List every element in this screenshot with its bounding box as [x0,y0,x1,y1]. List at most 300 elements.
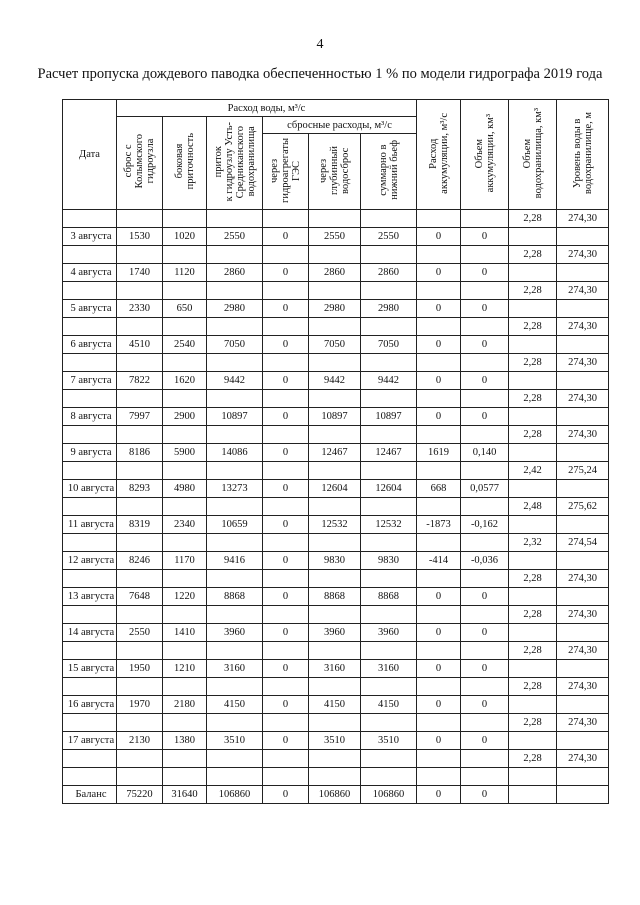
empty-cell [417,606,461,624]
hydro-cell: 0 [263,228,309,246]
empty-cell [461,768,509,786]
header-water-level: Уровень воды в водохранилище, м [557,100,609,210]
empty-cell [207,498,263,516]
empty-cell [207,642,263,660]
kolyma-cell: 7648 [117,588,163,606]
empty-cell [263,768,309,786]
deep-cell: 9442 [309,372,361,390]
header-kolyma-discharge: сброс с Колымского гидроузла [117,117,163,210]
inflow-cell: 14086 [207,444,263,462]
acc-flow-cell: 0 [417,228,461,246]
hydro-cell: 0 [263,264,309,282]
reservoir-volume-cell: 2,28 [509,642,557,660]
empty-cell [417,498,461,516]
lateral-cell: 1120 [163,264,207,282]
empty-cell [309,678,361,696]
empty-cell [557,444,609,462]
empty-cell [63,606,117,624]
water-level-cell: 274,30 [557,390,609,408]
reservoir-volume-cell: 2,42 [509,462,557,480]
empty-cell [361,210,417,228]
acc-flow-cell: 0 [417,624,461,642]
reservoir-volume-cell: 2,32 [509,534,557,552]
acc-vol-cell: 0 [461,300,509,318]
hydro-cell: 0 [263,444,309,462]
empty-cell [417,714,461,732]
empty-cell [163,462,207,480]
date-cell: 11 августа [63,516,117,534]
empty-cell [509,480,557,498]
total-cell: 3510 [361,732,417,750]
empty-cell [207,282,263,300]
reservoir-volume-cell: 2,28 [509,714,557,732]
water-level-cell: 275,62 [557,498,609,516]
water-level-cell: 274,30 [557,246,609,264]
total-cell: 8868 [361,588,417,606]
acc-flow-cell: 1619 [417,444,461,462]
empty-cell [461,678,509,696]
empty-cell [417,318,461,336]
date-cell: Баланс [63,786,117,804]
empty-cell [361,462,417,480]
empty-cell [263,462,309,480]
empty-cell [509,768,557,786]
empty-cell [557,516,609,534]
acc-flow-cell: 668 [417,480,461,498]
empty-cell [461,390,509,408]
inflow-cell: 2980 [207,300,263,318]
empty-cell [163,534,207,552]
empty-cell [207,768,263,786]
empty-cell [509,444,557,462]
empty-cell [263,318,309,336]
empty-cell [361,246,417,264]
state-row [63,354,609,372]
empty-cell [163,768,207,786]
water-level-cell: 274,30 [557,750,609,768]
acc-flow-cell: 0 [417,588,461,606]
table-row [63,552,609,570]
empty-cell [461,714,509,732]
empty-cell [461,498,509,516]
empty-cell [117,426,163,444]
water-level-cell: 274,30 [557,570,609,588]
reservoir-volume-cell: 2,28 [509,606,557,624]
reservoir-volume-cell: 2,28 [509,354,557,372]
state-row [63,498,609,516]
empty-cell [361,714,417,732]
lateral-cell: 5900 [163,444,207,462]
empty-cell [117,768,163,786]
empty-cell [207,210,263,228]
empty-cell [461,462,509,480]
empty-cell [557,732,609,750]
lateral-cell: 2340 [163,516,207,534]
empty-cell [417,246,461,264]
empty-cell [207,426,263,444]
empty-cell [207,534,263,552]
hydro-cell: 0 [263,696,309,714]
empty-cell [117,246,163,264]
deep-cell: 12467 [309,444,361,462]
empty-cell [417,768,461,786]
deep-cell: 2980 [309,300,361,318]
empty-cell [263,498,309,516]
empty-cell [63,570,117,588]
empty-cell [557,786,609,804]
hydro-cell: 0 [263,732,309,750]
acc-vol-cell: 0 [461,228,509,246]
empty-cell [361,678,417,696]
empty-cell [509,372,557,390]
deep-cell: 8868 [309,588,361,606]
empty-cell [509,732,557,750]
reservoir-volume-cell: 2,28 [509,570,557,588]
date-cell: 7 августа [63,372,117,390]
empty-cell [117,210,163,228]
reservoir-volume-cell: 2,28 [509,390,557,408]
date-cell: 13 августа [63,588,117,606]
empty-cell [63,426,117,444]
empty-cell [309,246,361,264]
empty-cell [461,210,509,228]
water-level-cell: 274,30 [557,606,609,624]
acc-flow-cell: -1873 [417,516,461,534]
empty-cell [163,678,207,696]
state-row [63,570,609,588]
state-row [63,606,609,624]
empty-cell [417,354,461,372]
acc-vol-cell: 0 [461,660,509,678]
total-cell: 7050 [361,336,417,354]
header-date: Дата [63,100,117,210]
inflow-cell: 8868 [207,588,263,606]
empty-cell [63,750,117,768]
date-cell: 4 августа [63,264,117,282]
empty-cell [63,318,117,336]
empty-cell [557,372,609,390]
lateral-cell: 1410 [163,624,207,642]
empty-cell [461,570,509,588]
empty-cell [509,264,557,282]
empty-cell [163,390,207,408]
empty-cell [509,516,557,534]
kolyma-cell: 4510 [117,336,163,354]
acc-flow-cell: 0 [417,732,461,750]
empty-cell [63,498,117,516]
hydro-cell: 0 [263,336,309,354]
kolyma-cell: 1530 [117,228,163,246]
empty-cell [417,678,461,696]
deep-cell: 3510 [309,732,361,750]
empty-cell [509,660,557,678]
total-cell: 12467 [361,444,417,462]
empty-cell [263,678,309,696]
empty-cell [117,498,163,516]
lateral-cell: 4980 [163,480,207,498]
empty-cell [461,318,509,336]
empty-cell [207,246,263,264]
reservoir-volume-cell: 2,28 [509,246,557,264]
empty-cell [461,642,509,660]
empty-cell [263,534,309,552]
water-level-cell: 274,30 [557,642,609,660]
inflow-cell: 2860 [207,264,263,282]
acc-vol-cell: 0 [461,696,509,714]
kolyma-cell: 8293 [117,480,163,498]
lateral-cell: 31640 [163,786,207,804]
date-cell: 5 августа [63,300,117,318]
empty-cell [117,570,163,588]
empty-cell [361,282,417,300]
water-level-cell: 274,30 [557,318,609,336]
empty-cell [509,408,557,426]
empty-cell [309,354,361,372]
acc-vol-cell: -0,162 [461,516,509,534]
date-cell: 16 августа [63,696,117,714]
empty-cell [163,426,207,444]
total-cell: 9442 [361,372,417,390]
header-accum-volume: Объем аккумуляции, км³ [461,100,509,210]
empty-row [63,768,609,786]
empty-cell [163,750,207,768]
empty-cell [63,246,117,264]
acc-vol-cell: 0 [461,408,509,426]
acc-vol-cell: 0,140 [461,444,509,462]
empty-cell [117,750,163,768]
state-row [63,390,609,408]
empty-cell [263,570,309,588]
acc-vol-cell: 0 [461,588,509,606]
empty-cell [263,282,309,300]
kolyma-cell: 1950 [117,660,163,678]
empty-cell [309,768,361,786]
lateral-cell: 1170 [163,552,207,570]
total-cell: 3960 [361,624,417,642]
empty-cell [557,660,609,678]
empty-cell [557,624,609,642]
empty-cell [557,696,609,714]
empty-cell [417,390,461,408]
reservoir-volume-cell: 2,48 [509,498,557,516]
empty-cell [361,750,417,768]
total-cell: 2980 [361,300,417,318]
empty-cell [117,642,163,660]
lateral-cell: 1380 [163,732,207,750]
empty-cell [207,390,263,408]
empty-cell [263,606,309,624]
empty-cell [509,588,557,606]
empty-cell [461,750,509,768]
total-cell: 10897 [361,408,417,426]
inflow-cell: 10659 [207,516,263,534]
empty-cell [417,282,461,300]
table-row [63,732,609,750]
acc-vol-cell: 0 [461,732,509,750]
kolyma-cell: 2330 [117,300,163,318]
empty-cell [461,282,509,300]
reservoir-volume-cell: 2,28 [509,678,557,696]
empty-cell [309,210,361,228]
inflow-cell: 2550 [207,228,263,246]
empty-cell [417,462,461,480]
document-title: Расчет пропуска дождевого паводка обеспеченностью 1 % по модели гидрографа 2019 года [37,66,603,82]
page-number: 4 [316,37,324,52]
empty-cell [309,642,361,660]
empty-cell [509,552,557,570]
empty-cell [163,606,207,624]
lateral-cell: 2900 [163,408,207,426]
kolyma-cell: 75220 [117,786,163,804]
acc-flow-cell: 0 [417,264,461,282]
empty-cell [207,678,263,696]
water-level-cell: 274,30 [557,426,609,444]
empty-cell [557,336,609,354]
empty-cell [361,642,417,660]
deep-cell: 12604 [309,480,361,498]
acc-flow-cell: 0 [417,696,461,714]
acc-flow-cell: 0 [417,786,461,804]
empty-cell [309,606,361,624]
total-cell: 9830 [361,552,417,570]
total-cell: 2860 [361,264,417,282]
hydro-cell: 0 [263,660,309,678]
hydro-cell: 0 [263,588,309,606]
state-row [63,426,609,444]
empty-cell [263,642,309,660]
acc-vol-cell: 0 [461,336,509,354]
empty-cell [63,282,117,300]
state-row [63,282,609,300]
empty-cell [509,300,557,318]
empty-cell [117,678,163,696]
date-cell: 17 августа [63,732,117,750]
acc-flow-cell: 0 [417,336,461,354]
header-inflow: приток к гидроузлу Усть- Средниканского водохранилища [207,117,263,210]
empty-cell [417,570,461,588]
kolyma-cell: 8186 [117,444,163,462]
inflow-cell: 106860 [207,786,263,804]
acc-vol-cell: 0 [461,786,509,804]
empty-cell [309,390,361,408]
reservoir-volume-cell: 2,28 [509,426,557,444]
empty-cell [117,390,163,408]
acc-flow-cell: 0 [417,660,461,678]
kolyma-cell: 7997 [117,408,163,426]
date-cell: 15 августа [63,660,117,678]
header-total-downstream: суммарно в нижний бьеф [361,134,417,210]
empty-cell [361,426,417,444]
empty-cell [63,642,117,660]
table-row [63,660,609,678]
empty-cell [557,264,609,282]
inflow-cell: 4150 [207,696,263,714]
empty-cell [117,714,163,732]
empty-cell [163,498,207,516]
empty-cell [557,300,609,318]
table-row [63,372,609,390]
deep-cell: 2860 [309,264,361,282]
inflow-cell: 7050 [207,336,263,354]
state-row [63,678,609,696]
table-row [63,588,609,606]
empty-cell [309,426,361,444]
table-row [63,264,609,282]
empty-cell [207,318,263,336]
lateral-cell: 1020 [163,228,207,246]
empty-cell [417,426,461,444]
date-cell: 6 августа [63,336,117,354]
empty-cell [557,768,609,786]
empty-cell [509,624,557,642]
inflow-cell: 9442 [207,372,263,390]
total-cell: 4150 [361,696,417,714]
kolyma-cell: 8319 [117,516,163,534]
empty-cell [509,228,557,246]
state-row [63,210,609,228]
lateral-cell: 1220 [163,588,207,606]
table-row [63,408,609,426]
empty-cell [557,408,609,426]
empty-cell [557,228,609,246]
total-cell: 3160 [361,660,417,678]
water-level-cell: 274,30 [557,678,609,696]
table-row [63,300,609,318]
empty-cell [207,462,263,480]
deep-cell: 9830 [309,552,361,570]
table-row [63,228,609,246]
deep-cell: 2550 [309,228,361,246]
kolyma-cell: 1970 [117,696,163,714]
table-row [63,696,609,714]
state-row [63,534,609,552]
empty-cell [263,750,309,768]
kolyma-cell: 8246 [117,552,163,570]
hydro-cell: 0 [263,480,309,498]
water-level-cell: 274,54 [557,534,609,552]
acc-vol-cell: 0 [461,264,509,282]
date-cell: 9 августа [63,444,117,462]
kolyma-cell: 1740 [117,264,163,282]
empty-cell [207,570,263,588]
empty-cell [361,570,417,588]
empty-cell [163,714,207,732]
empty-cell [557,480,609,498]
empty-cell [263,426,309,444]
empty-cell [361,768,417,786]
acc-flow-cell: 0 [417,372,461,390]
kolyma-cell: 2550 [117,624,163,642]
empty-cell [263,246,309,264]
hydro-cell: 0 [263,516,309,534]
deep-cell: 12532 [309,516,361,534]
header-hydro-units: через гидроагрегаты ГЭС [263,134,309,210]
empty-cell [263,390,309,408]
empty-cell [509,786,557,804]
table-row [63,336,609,354]
empty-cell [309,462,361,480]
hydro-cell: 0 [263,552,309,570]
hydro-cell: 0 [263,408,309,426]
water-level-cell: 274,30 [557,210,609,228]
empty-cell [263,714,309,732]
total-cell: 12532 [361,516,417,534]
empty-cell [63,714,117,732]
lateral-cell: 2540 [163,336,207,354]
reservoir-volume-cell: 2,28 [509,750,557,768]
inflow-cell: 3160 [207,660,263,678]
empty-cell [207,354,263,372]
